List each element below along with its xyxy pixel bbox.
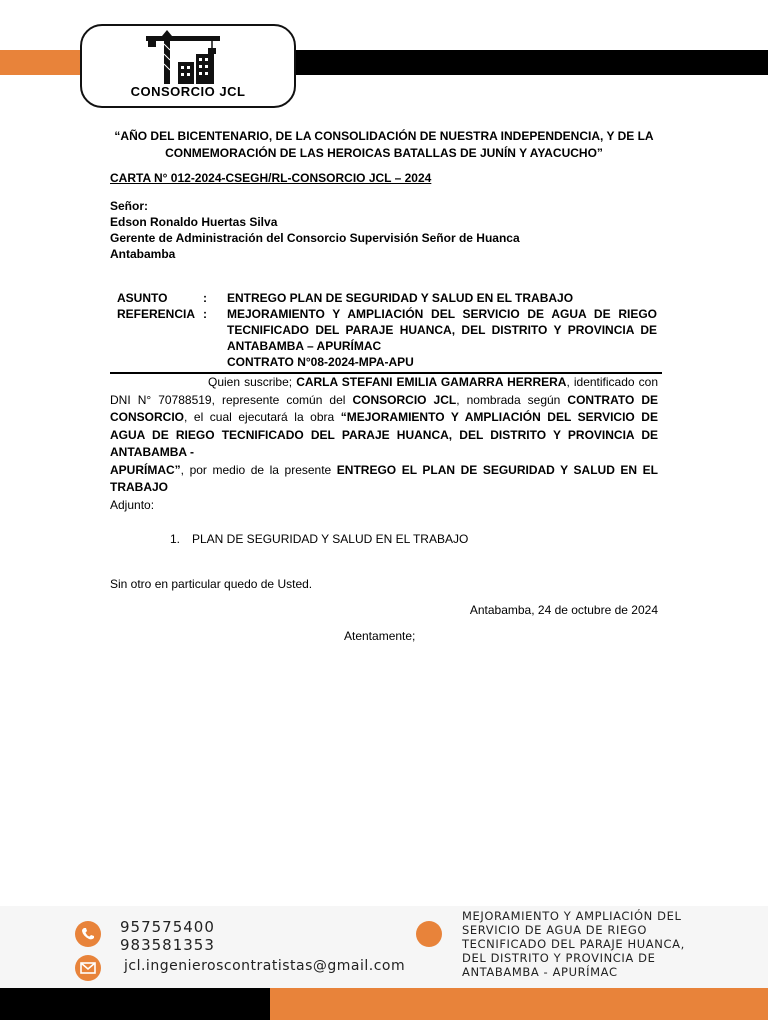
farewell: Atentamente; <box>344 629 416 643</box>
list-number: 1. <box>170 532 181 546</box>
footer-project-name: MEJORAMIENTO Y AMPLIACIÓN DEL SERVICIO DE AGUA DE RIEGO TECNIFICADO DEL PARAJE HUANCA, DEL DISTRITO Y PROVINCIA DE ANTABAMBA - APURÍMAC <box>462 909 685 979</box>
logo-text: CONSORCIO JCL <box>130 84 246 99</box>
list-item <box>170 532 468 546</box>
recipient-position: Gerente de Administración del Consorcio Supervisión Señor de Huanca <box>110 231 520 245</box>
entrego-text: ENTREGO EL PLAN DE SEGURIDAD Y SALUD EN EL TRABAJO <box>110 462 658 494</box>
phone-number-2: 983581353 <box>120 936 215 954</box>
obra-name: “MEJORAMIENTO Y AMPLIACIÓN DEL SERVICIO DE AGUA DE RIEGO TECNIFICADO DEL PARAJE HUANCA, DEL DISTRITO Y PROVINCIA DE ANTABAMBA - <box>110 410 658 459</box>
header-orange-bar <box>0 50 80 75</box>
asunto-label: ASUNTO <box>117 291 168 305</box>
company-logo <box>80 24 296 108</box>
attachment-text: PLAN DE SEGURIDAD Y SALUD EN EL TRABAJO <box>192 532 469 546</box>
subject-table <box>117 290 657 370</box>
contrato-consorcio: CONTRATO DE CONSORCIO <box>110 392 658 424</box>
letter-body: Quien suscribe; CARLA STEFANI EMILIA GAMARRA HERRERA, identificado con DNI N° 70788519, represente común del CONSORCIO JCL, nombrada según CONTRATO DE CONSORCIO, el cual ejecutará la obra “MEJORAMIENTO Y AMPLIACIÓN DEL SERVICIO DE AGUA DE RIEGO TECNIFICADO DEL PARAJE HUANCA, DEL DISTRITO Y PROVINCIA DE ANTABAMBA - APURÍMAC”, por medio de la presente ENTREGO EL PLAN DE SEGURIDAD Y SALUD EN EL TRABAJO <box>110 375 658 494</box>
footer-orange-bar <box>270 988 768 1020</box>
referencia-row <box>117 306 657 370</box>
carta-number: CARTA N° 012-2024-CSEGH/RL-CONSORCIO JCL – 2024 <box>110 171 432 185</box>
referencia-label: REFERENCIA <box>117 307 196 321</box>
letter-date: Antabamba, 24 de octubre de 2024 <box>469 603 658 617</box>
colon: : <box>203 291 207 305</box>
signer-name: CARLA STEFANI EMILIA GAMARRA HERRERA <box>296 375 567 389</box>
asunto-row <box>117 290 657 306</box>
consorcio-name: CONSORCIO JCL <box>352 392 457 407</box>
phone-icon <box>75 921 101 947</box>
recipient-block <box>110 198 520 262</box>
contrato-number: CONTRATO N°08-2024-MPA-APU <box>227 355 414 369</box>
crane-building-icon <box>142 30 242 86</box>
closing-line: Sin otro en particular quedo de Usted. <box>110 577 313 591</box>
header-black-bar <box>290 50 768 75</box>
colon: : <box>203 307 207 321</box>
salutation: Señor: <box>110 199 149 213</box>
adjunto-label: Adjunto: <box>110 498 155 512</box>
email-address[interactable]: jcl.ingenieroscontratistas@gmail.com <box>124 958 406 974</box>
phone-number-1: 957575400 <box>120 918 215 936</box>
email-icon <box>75 955 101 981</box>
asunto-value: ENTREGO PLAN DE SEGURIDAD Y SALUD EN EL TRABAJO <box>227 291 574 305</box>
location-icon <box>416 921 442 947</box>
footer-black-bar <box>0 988 270 1020</box>
referencia-value: MEJORAMIENTO Y AMPLIACIÓN DEL SERVICIO DE AGUA DE RIEGO TECNIFICADO DEL PARAJE HUANCA, DEL DISTRITO Y PROVINCIA DE ANTABAMBA – APURÍMAC <box>227 307 657 353</box>
recipient-city: Antabamba <box>110 247 176 261</box>
obra-region: APURÍMAC” <box>110 462 181 477</box>
year-motto: “AÑO DEL BICENTENARIO, DE LA CONSOLIDACIÓN DE NUESTRA INDEPENDENCIA, Y DE LA CONMEMORACIÓN DE LAS HEROICAS BATALLAS DE JUNÍN Y AYACUCHO” <box>114 129 654 160</box>
recipient-name: Edson Ronaldo Huertas Silva <box>110 215 278 229</box>
